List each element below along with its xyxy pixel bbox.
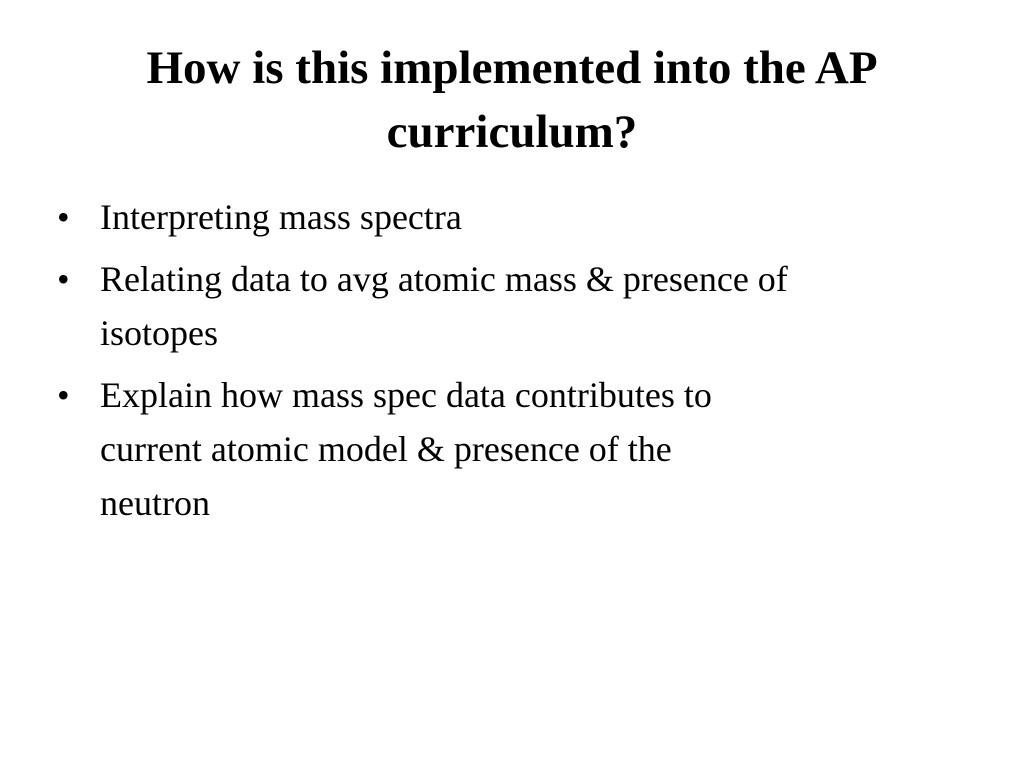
bullet-text xyxy=(100,252,957,360)
bullet-icon: • xyxy=(57,375,70,415)
slide-title-line-1: How is this implemented into the AP xyxy=(146,42,878,94)
bullet-item-interpreting xyxy=(57,190,957,244)
bullet-line: Relating data to avg atomic mass & presence of xyxy=(100,259,788,299)
bullet-line: isotopes xyxy=(100,313,219,353)
bullet-line: Explain how mass spec data contributes to xyxy=(100,375,712,415)
bullet-text xyxy=(100,190,957,244)
bullet-line: Interpreting mass spectra xyxy=(100,197,462,237)
bullet-icon: • xyxy=(57,197,70,237)
bullet-icon: • xyxy=(57,259,70,299)
bullet-list xyxy=(57,190,957,538)
slide-title xyxy=(40,36,984,164)
bullet-item-explain xyxy=(57,368,957,530)
slide-title-line-2: curriculum? xyxy=(386,106,638,158)
bullet-line: neutron xyxy=(100,483,210,523)
bullet-text xyxy=(100,368,957,530)
bullet-line: current atomic model & presence of the xyxy=(100,429,672,469)
bullet-item-relating xyxy=(57,252,957,360)
